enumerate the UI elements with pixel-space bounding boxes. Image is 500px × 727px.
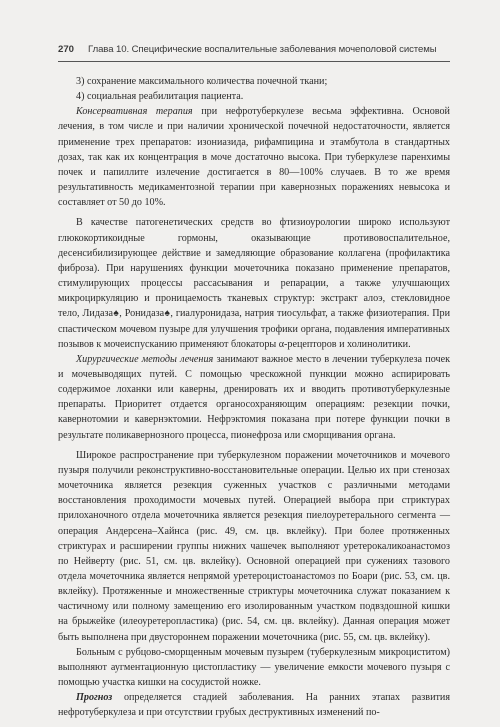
body-text <box>58 74 450 721</box>
list-item: 4) социальная реабилитация пациента. <box>76 91 244 103</box>
paragraph-lead: Прогноз <box>76 692 113 704</box>
paragraph-augmentation-cystoplasty <box>58 645 450 690</box>
running-header <box>58 44 450 60</box>
paragraph-text: при нефротуберкулезе весьма эффективна. Основой лечения, в том числе и при наличии хронической почечной недостаточности, является применение трех препаратов: изониазида, рифампицина и этамбутола в стандартных дозах, так как их концентрация в моче достаточно высока. При туберкулезе паренхимы почек и папиллите излечение достигается в 80—100% случаев. В то же время результативность медикаментозной терапии при кавернозных поражениях невысока и составляет от 50 до 10%. <box>58 106 450 209</box>
list-item: 3) сохранение максимального количества почечной ткани; <box>76 76 328 87</box>
paragraph-text: определяется стадией заболевания. На ранних этапах развития нефротуберкулеза и при отсутствии грубых деструктивных изменений по- <box>58 692 450 719</box>
paragraph-text: занимают важное место в лечении туберкулеза почек и мочевыводящих путей. С помощью чрескожной пункции можно аспирировать содержимое лоханки или каверны, дренировать их и вводить противотуберкулезные препараты. Приоритет отдается органосохраняющим операциям: резекции почки, кавернотомии и кавернэктомии. Нефрэктомия показана при потере функции почки в результате поликавернозного процесса, пионефроза или сморщивания органа. <box>58 353 450 441</box>
paragraph-conservative-therapy <box>58 104 450 210</box>
paragraph-reconstructive-operations <box>58 448 450 645</box>
paragraph-text: В качестве патогенетических средств во фтизиоурологии широко используют глюкокортикоидные гормоны, оказывающие противовоспалительное, десенсибилизирующее действие и замедляющие образование коллагена (профилактика фиброза). При нарушениях функции мочеточника показано применение препаратов, стимулирующих процессы рассасывания и репарации, а также улучшающих микроциркуляцию и проницаемость тканевых структур: экстракт алоэ, стекловидное тело, Лидаза♠, Ронидаза♠, гиалуронидаза, натрия тиосульфат, а также физиотерапия. При спастическом мочевом пузыре для улучшения трофики органа, подавления императивных позывов к мочеиспусканию применяют блокаторы α-рецепторов и холинолитики. <box>58 217 450 350</box>
header-rule <box>58 61 450 62</box>
paragraph-surgical-methods <box>58 352 450 443</box>
paragraph-text: Больным с рубцово-сморщенным мочевым пузырем (туберкулезным микроциститом) выполняют аугментационную цистопластику — увеличение емкости мочевого пузыря с помощью участка кишки на сосудистой ножке. <box>58 646 450 689</box>
page-number: 270 <box>58 44 75 55</box>
chapter-title: Глава 10. Специфические воспалительные заболевания мочеполовой системы <box>88 44 437 55</box>
paragraph-lead: Хирургические методы лечения <box>76 353 214 365</box>
paragraph-pathogenetic-therapy <box>58 215 450 351</box>
paragraph-prognosis <box>58 690 450 720</box>
paragraph-text: Широкое распространение при туберкулезном поражении мочеточников и мочевого пузыря получили реконструктивно-восстановительные операции. Целью их при стенозах мочеточника является резекция суженных участков с различными методами восстановления проходимости мочевых путей. Операцией выбора при стриктурах прилоханочного отдела мочеточника является резекция пиелоуретерального сегмента — операция Андерсена–Хайнса (рис. 49, см. цв. вклейку). При более протяженных стриктурах и расширении группы нижних чашечек выполняют уретерокаликоанастомоз по Нейверту (рис. 51, см. цв. вклейку). Основной операцией при сужениях тазового отдела мочеточника является непрямой уретероцистоанастомоз по Боари (рис. 53, см. цв. вклейку). Протяженные и множественные стриктуры мочеточника служат показанием к частичному или полному замещению его изолированным участком подвздошной кишки на брыжейке (илеоуретеропластика) (рис. 54, см. цв. вклейку). Данная операция может быть выполнена при двустороннем поражении мочеточника (рис. 55, см. цв. вклейку). <box>58 449 450 643</box>
paragraph-lead: Консервативная терапия <box>76 106 193 118</box>
